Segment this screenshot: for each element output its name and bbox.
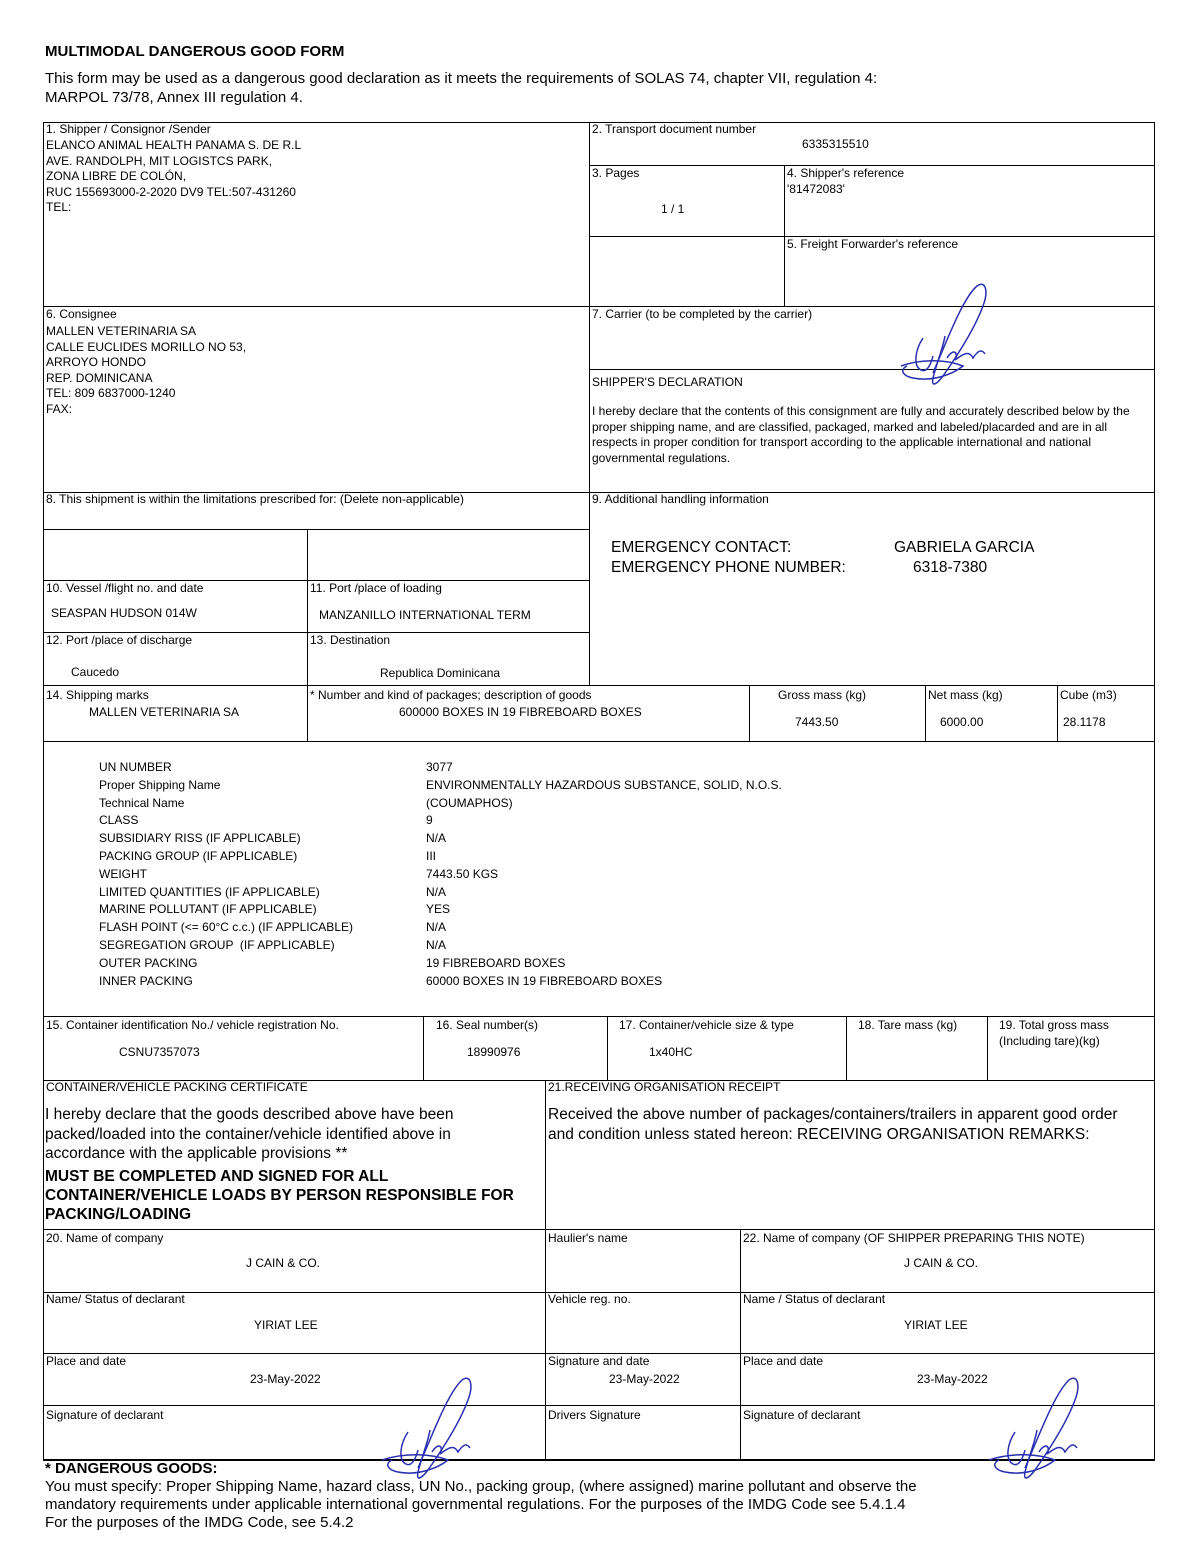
packing-cert-title: CONTAINER/VEHICLE PACKING CERTIFICATE (46, 1080, 308, 1094)
hazard-value: 19 FIBREBOARD BOXES (426, 955, 566, 970)
hazard-key: LIMITED QUANTITIES (IF APPLICABLE) (99, 884, 320, 899)
shipper-line: ELANCO ANIMAL HEALTH PANAMA S. DE R.L (46, 138, 302, 152)
packages-value: 600000 BOXES IN 19 FIBREBOARD BOXES (399, 705, 642, 719)
shipper-declaration-title: SHIPPER'S DECLARATION (592, 375, 743, 389)
packages-label: * Number and kind of packages; description of goods (310, 688, 592, 702)
carrier-signature (893, 278, 998, 393)
hazard-value: (COUMAPHOS) (426, 795, 513, 810)
shipper-declarant-label: Name / Status of declarant (743, 1292, 886, 1306)
shipper-place-date-label: Place and date (743, 1354, 824, 1368)
shipper-declarant-value: YIRIAT LEE (904, 1318, 968, 1332)
cube-value: 28.1178 (1063, 715, 1106, 729)
hazard-value: N/A (426, 884, 447, 899)
packing-cert-bold: MUST BE COMPLETED AND SIGNED FOR ALL CONTAINER/VEHICLE LOADS BY PERSON RESPONSIBLE FOR PACKING/LOADING (45, 1168, 514, 1223)
shipper-line: RUC 155693000-2-2020 DV9 TEL:507-431260 (46, 184, 296, 199)
shipper-signature-label: Signature of declarant (743, 1408, 861, 1422)
port-discharge-value: Caucedo (71, 665, 120, 679)
shipping-marks-label: 14. Shipping marks (46, 688, 149, 702)
shipping-marks-value: MALLEN VETERINARIA SA (89, 705, 240, 719)
shipper-line: ZONA LIBRE DE COLÓN, (46, 169, 187, 183)
port-loading-label: 11. Port /place of loading (310, 581, 442, 595)
pages-label: 3. Pages (592, 166, 640, 180)
consignee-line: ARROYO HONDO (46, 355, 147, 369)
signature-date-value: 23-May-2022 (609, 1372, 680, 1386)
intro-line-1: This form may be used as a dangerous good declaration as it meets the requirements of SOLAS 74, chapter VII, regulation 4: (45, 70, 878, 87)
company-label: 20. Name of company (46, 1231, 164, 1245)
hazard-value: III (426, 848, 437, 863)
transport-doc-value: 6335315510 (802, 137, 869, 151)
shipper-company-value: J CAIN & CO. (904, 1256, 979, 1270)
place-date-label: Place and date (46, 1354, 127, 1368)
form-intro (45, 69, 1045, 107)
emergency-info (611, 538, 1131, 577)
vehicle-reg-label: Vehicle reg. no. (548, 1292, 631, 1306)
shipper-line: TEL: (46, 200, 72, 214)
hazard-value: N/A (426, 920, 447, 935)
destination-label: 13. Destination (310, 633, 391, 647)
hazard-keys (99, 759, 353, 990)
dangerous-goods-text (45, 1478, 1045, 1532)
hazard-key: OUTER PACKING (99, 955, 198, 970)
hazard-key: MARINE POLLUTANT (IF APPLICABLE) (99, 902, 317, 917)
consignee-line: TEL: 809 6837000-1240 (46, 386, 176, 400)
hazard-key: INNER PACKING (99, 973, 193, 988)
limitations-label: 8. This shipment is within the limitations prescribed for: (Delete non-applicable) (46, 492, 464, 506)
hazard-value: ENVIRONMENTALLY HAZARDOUS SUBSTANCE, SOLID, N.O.S. (426, 777, 782, 792)
seal-value: 18990976 (467, 1045, 521, 1059)
form-title: MULTIMODAL DANGEROUS GOOD FORM (45, 43, 345, 60)
emergency-phone-label: EMERGENCY PHONE NUMBER: (611, 558, 846, 576)
shipper-declarant-signature (983, 1368, 1088, 1488)
shipper-ref-value: '81472083' (787, 182, 845, 196)
port-discharge-label: 12. Port /place of discharge (46, 633, 193, 647)
hazard-key: PACKING GROUP (IF APPLICABLE) (99, 848, 298, 863)
signature-date-label: Signature and date (548, 1354, 650, 1368)
port-loading-value: MANZANILLO INTERNATIONAL TERM (319, 608, 531, 622)
haulier-label: Haulier's name (548, 1231, 628, 1245)
net-mass-label: Net mass (kg) (928, 688, 1003, 702)
hazard-value: N/A (426, 937, 447, 952)
consignee-line: REP. DOMINICANA (46, 370, 153, 385)
emergency-contact-value: GABRIELA GARCIA (894, 539, 1035, 556)
total-gross-label: 19. Total gross mass (Including tare)(kg) (999, 1018, 1109, 1048)
handling-label: 9. Additional handling information (592, 492, 769, 506)
intro-line-2: MARPOL 73/78, Annex III regulation 4. (45, 89, 303, 106)
declarant-signature (376, 1368, 481, 1488)
transport-doc-label: 2. Transport document number (592, 122, 757, 136)
hazard-values (426, 759, 782, 990)
emergency-phone-value: 6318-7380 (913, 558, 988, 576)
gross-mass-label: Gross mass (kg) (778, 688, 867, 702)
hazard-key: FLASH POINT (<= 60°C c.c.) (IF APPLICABLE) (99, 920, 353, 935)
consignee-address (46, 324, 246, 417)
receipt-title: 21.RECEIVING ORGANISATION RECEIPT (548, 1080, 781, 1094)
company-value: J CAIN & CO. (246, 1256, 321, 1270)
shipper-label: 1. Shipper / Consignor /Sender (46, 122, 211, 136)
container-id-value: CSNU7357073 (119, 1045, 200, 1059)
vessel-value: SEASPAN HUDSON 014W (51, 606, 197, 620)
hazard-key: Technical Name (99, 795, 185, 810)
place-date-value: 23-May-2022 (250, 1372, 321, 1386)
consignee-label: 6. Consignee (46, 307, 117, 321)
hazard-value: 7443.50 KGS (426, 866, 499, 881)
shipper-address (46, 138, 301, 216)
emergency-contact-label: EMERGENCY CONTACT: (611, 539, 792, 556)
seal-label: 16. Seal number(s) (436, 1018, 539, 1032)
hazard-key: SEGREGATION GROUP (IF APPLICABLE) (99, 937, 335, 952)
gross-mass-value: 7443.50 (795, 715, 839, 729)
vessel-label: 10. Vessel /flight no. and date (46, 581, 204, 595)
net-mass-value: 6000.00 (940, 715, 984, 729)
container-size-label: 17. Container/vehicle size & type (619, 1018, 794, 1032)
container-size-value: 1x40HC (649, 1045, 693, 1059)
shipper-declaration-text: I hereby declare that the contents of this consignment are fully and accurately described below by the proper shipping name, and are classified, packaged, marked and labeled/placarded and are in all respects in proper condition for transport according to the applicable international and national governmental regulations. (592, 404, 1130, 465)
pages-value: 1 / 1 (661, 202, 685, 216)
shipper-place-date-value: 23-May-2022 (917, 1372, 988, 1386)
hazard-value: 60000 BOXES IN 19 FIBREBOARD BOXES (426, 973, 663, 988)
hazard-key: WEIGHT (99, 866, 147, 881)
hazard-value: 9 (426, 813, 433, 828)
forwarder-ref-label: 5. Freight Forwarder's reference (787, 237, 959, 251)
hazard-key: CLASS (99, 813, 139, 828)
hazard-key: Proper Shipping Name (99, 777, 221, 792)
signature-label: Signature of declarant (46, 1408, 164, 1422)
shipper-ref-label: 4. Shipper's reference (787, 166, 905, 180)
dangerous-goods-title: * DANGEROUS GOODS: (45, 1460, 218, 1477)
declarant-label: Name/ Status of declarant (46, 1292, 185, 1306)
driver-signature-label: Drivers Signature (548, 1408, 641, 1422)
hazard-value: YES (426, 902, 451, 917)
footer-line-2: mandatory requirements under applicable international governmental regulations. For the purposes of the IMDG Code see 5.4.1.4 (45, 1496, 906, 1513)
consignee-line: CALLE EUCLIDES MORILLO NO 53, (46, 339, 247, 354)
packing-cert-text: I hereby declare that the goods described above have been packed/loaded into the container/vehicle identified above in accordance with the applicable provisions ** (45, 1106, 454, 1162)
tare-mass-label: 18. Tare mass (kg) (858, 1018, 958, 1032)
hazard-value: N/A (426, 831, 447, 846)
footer-line-3: For the purposes of the IMDG Code, see 5.4.2 (45, 1514, 354, 1531)
hazard-key: SUBSIDIARY RISS (IF APPLICABLE) (99, 831, 301, 846)
container-id-label: 15. Container identification No./ vehicle registration No. (46, 1018, 339, 1032)
consignee-line: MALLEN VETERINARIA SA (46, 324, 197, 338)
hazard-key: UN NUMBER (99, 760, 172, 774)
destination-value: Republica Dominicana (380, 666, 501, 680)
shipper-company-label: 22. Name of company (OF SHIPPER PREPARING THIS NOTE) (743, 1231, 1085, 1245)
carrier-label: 7. Carrier (to be completed by the carrier) (592, 307, 813, 321)
receipt-text: Received the above number of packages/containers/trailers in apparent good order and condition unless stated hereon: RECEIVING ORGANISATION REMARKS: (548, 1106, 1118, 1143)
consignee-line: FAX: (46, 401, 73, 416)
declarant-value: YIRIAT LEE (254, 1318, 318, 1332)
hazard-value: 3077 (426, 760, 453, 774)
shipper-line: AVE. RANDOLPH, MIT LOGISTCS PARK, (46, 153, 273, 168)
cube-label: Cube (m3) (1060, 688, 1117, 702)
footer-line-1: You must specify: Proper Shipping Name, hazard class, UN No., packing group, (where assigned) marine pollutant and observe the (45, 1478, 917, 1495)
